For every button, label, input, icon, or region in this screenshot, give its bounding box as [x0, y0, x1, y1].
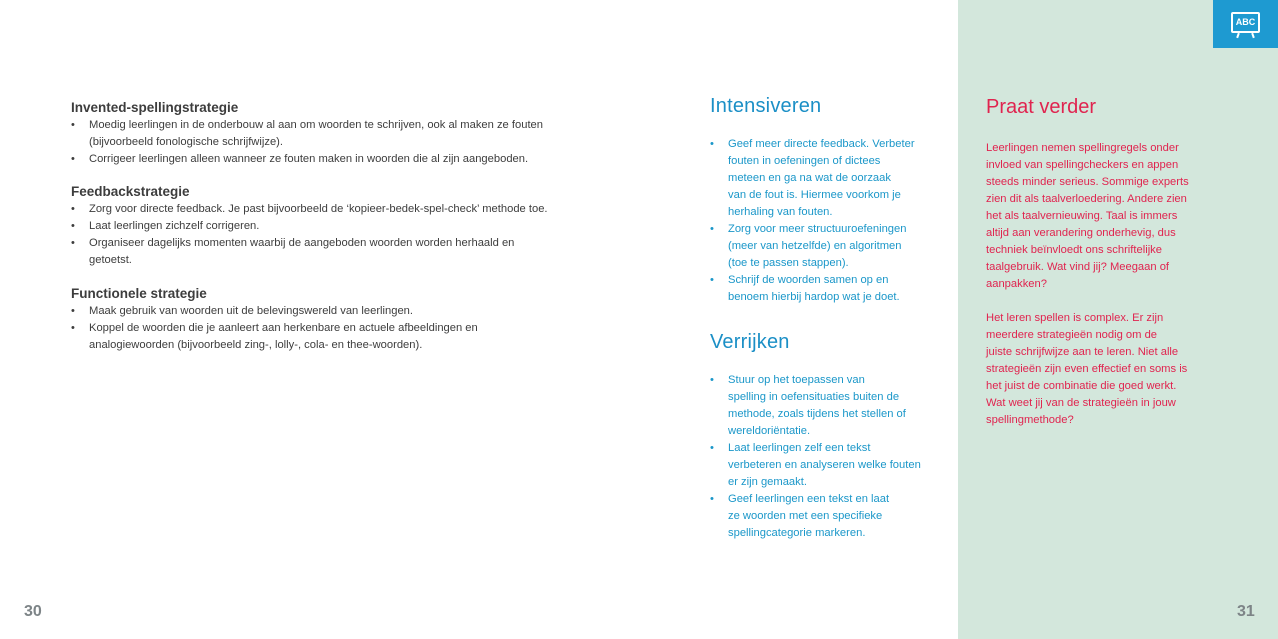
line: Stuur op het toepassen van — [728, 374, 865, 386]
line: Zorg voor directe feedback. Je past bijvoorbeeld de ‘kopieer-bedek-spel-check’ methode toe. — [89, 203, 548, 215]
line: invloed van spellingcheckers en appen — [986, 159, 1179, 171]
line: Zorg voor meer structuuroefeningen — [728, 223, 907, 235]
page-number-left: 30 — [24, 603, 42, 620]
bullet-list — [710, 136, 940, 306]
board-leg-right — [1251, 33, 1255, 38]
section-title: Intensiveren — [710, 95, 822, 117]
line: Koppel de woorden die je aanleert aan herkenbare en actuele afbeeldingen en — [89, 322, 478, 334]
line: (meer van hetzelfde) en algoritmen — [728, 240, 902, 252]
section-title: Verrijken — [710, 331, 790, 353]
line: het als taalvernieuwing. Taal is immers — [986, 210, 1178, 222]
line: ze woorden met een specifieke — [728, 510, 883, 522]
line: meerdere strategieën nodig om de — [986, 329, 1158, 341]
list-item: • Stuur op het toepassen van spelling in oefensituaties buiten de methode, zoals tijdens het stellen of wereldoriëntatie. — [710, 372, 940, 440]
line: aanpakken? — [986, 278, 1047, 290]
board-leg-left — [1236, 33, 1240, 38]
line: (toe te passen stappen). — [728, 257, 849, 269]
strategy-title: Invented-spellingstrategie — [71, 100, 239, 115]
list-item: • Organiseer dagelijks momenten waarbij de aangeboden woorden worden herhaald en getoetst. — [71, 235, 571, 269]
list-item: • Schrijf de woorden samen op en benoem hierbij hardop wat je doet. — [710, 272, 940, 306]
bullet-list — [71, 201, 571, 269]
list-item: • Geef meer directe feedback. Verbeter fouten in oefeningen of dictees meteen en ga na wat de oorzaak van de fout is. Hiermee voorkom je herhaling van fouten. — [710, 136, 940, 221]
line: verbeteren en analyseren welke fouten — [728, 459, 921, 471]
line: spelling in oefensituaties buiten de — [728, 391, 900, 403]
list-item: • Laat leerlingen zichzelf corrigeren. — [71, 218, 571, 235]
list-item: • Moedig leerlingen in de onderbouw al aan om woorden te schrijven, ook al maken ze fouten (bijvoorbeeld fonologische schrijfwijze). — [71, 117, 571, 151]
list-item: • Koppel de woorden die je aanleert aan herkenbare en actuele afbeeldingen en analogiewoorden (bijvoorbeeld zing-, lolly-, cola- en thee-woorden). — [71, 320, 571, 354]
line: van de fout is. Hiermee voorkom je — [728, 189, 901, 201]
line: Moedig leerlingen in de onderbouw al aan om woorden te schrijven, ook al maken ze fouten — [89, 119, 543, 131]
line: getoetst. — [89, 254, 132, 266]
verrijken-section — [710, 329, 940, 542]
line: Schrijf de woorden samen op en — [728, 274, 889, 286]
line: Maak gebruik van woorden uit de belevingswereld van leerlingen. — [89, 305, 414, 317]
list-item: • Zorg voor meer structuuroefeningen (meer van hetzelfde) en algoritmen (toe te passen stappen). — [710, 221, 940, 272]
bullet-list — [71, 117, 571, 168]
bullet-list — [71, 303, 571, 354]
section-title: Praat verder — [986, 96, 1097, 118]
line: Laat leerlingen zelf een tekst — [728, 442, 871, 454]
line: er zijn gemaakt. — [728, 476, 807, 488]
bullet-list — [710, 372, 940, 542]
line: Laat leerlingen zichzelf corrigeren. — [89, 220, 260, 232]
line: analogiewoorden (bijvoorbeeld zing-, lolly-, cola- en thee-woorden). — [89, 339, 423, 351]
line: steeds minder serieus. Sommige experts — [986, 176, 1189, 188]
line: Corrigeer leerlingen alleen wanneer ze fouten maken in woorden die al zijn aangeboden. — [89, 153, 529, 165]
line: Geef meer directe feedback. Verbeter — [728, 138, 915, 150]
list-item: • Corrigeer leerlingen alleen wanneer ze fouten maken in woorden die al zijn aangeboden. — [71, 151, 571, 168]
line: wereldoriëntatie. — [728, 425, 811, 437]
line: zien dit als taalverloedering. Andere zien — [986, 193, 1187, 205]
line: altijd aan verandering onderhevig, dus — [986, 227, 1176, 239]
line: taalgebruik. Wat vind jij? Meegaan of — [986, 261, 1170, 273]
line: methode, zoals tijdens het stellen of — [728, 408, 906, 420]
line: Leerlingen nemen spellingregels onder — [986, 142, 1179, 154]
line: Organiseer dagelijks momenten waarbij de aangeboden woorden worden herhaald en — [89, 237, 515, 249]
line: het juist de combinatie die goed werkt. — [986, 380, 1177, 392]
line: juiste schrijfwijze aan te leren. Niet alle — [986, 346, 1179, 358]
line: fouten in oefeningen of dictees — [728, 155, 881, 167]
intensiveren-section — [710, 93, 940, 306]
abc-badge — [1213, 0, 1278, 48]
praat-verder-section — [986, 94, 1211, 429]
line: spellingmethode? — [986, 414, 1074, 426]
paragraph — [986, 140, 1211, 293]
strategy-title: Functionele strategie — [71, 286, 207, 301]
line: herhaling van fouten. — [728, 206, 833, 218]
chalkboard-abc-icon — [1231, 12, 1260, 33]
line: Het leren spellen is complex. Er zijn — [986, 312, 1164, 324]
paragraph — [986, 310, 1211, 429]
line: Wat weet jij van de strategieën in jouw — [986, 397, 1176, 409]
badge-text: ABC — [1235, 17, 1256, 27]
strategy-title: Feedbackstrategie — [71, 184, 190, 199]
list-item: • Zorg voor directe feedback. Je past bijvoorbeeld de ‘kopieer-bedek-spel-check’ methode toe. — [71, 201, 571, 218]
line: benoem hierbij hardop wat je doet. — [728, 291, 900, 303]
line: Geef leerlingen een tekst en laat — [728, 493, 890, 505]
line: meteen en ga na wat de oorzaak — [728, 172, 891, 184]
page-number-right: 31 — [1237, 603, 1255, 620]
list-item: • Geef leerlingen een tekst en laat ze woorden met een specifieke spellingcategorie markeren. — [710, 491, 940, 542]
strategy-functional — [71, 285, 571, 354]
list-item: • Laat leerlingen zelf een tekst verbeteren en analyseren welke fouten er zijn gemaakt. — [710, 440, 940, 491]
line: spellingcategorie markeren. — [728, 527, 866, 539]
strategy-feedback — [71, 183, 571, 269]
line: strategieën zijn even effectief en soms is — [986, 363, 1188, 375]
list-item: • Maak gebruik van woorden uit de belevingswereld van leerlingen. — [71, 303, 571, 320]
line: techniek beïnvloedt ons schriftelijke — [986, 244, 1162, 256]
line: (bijvoorbeeld fonologische schrijfwijze). — [89, 136, 284, 148]
strategy-invented-spelling — [71, 99, 571, 168]
